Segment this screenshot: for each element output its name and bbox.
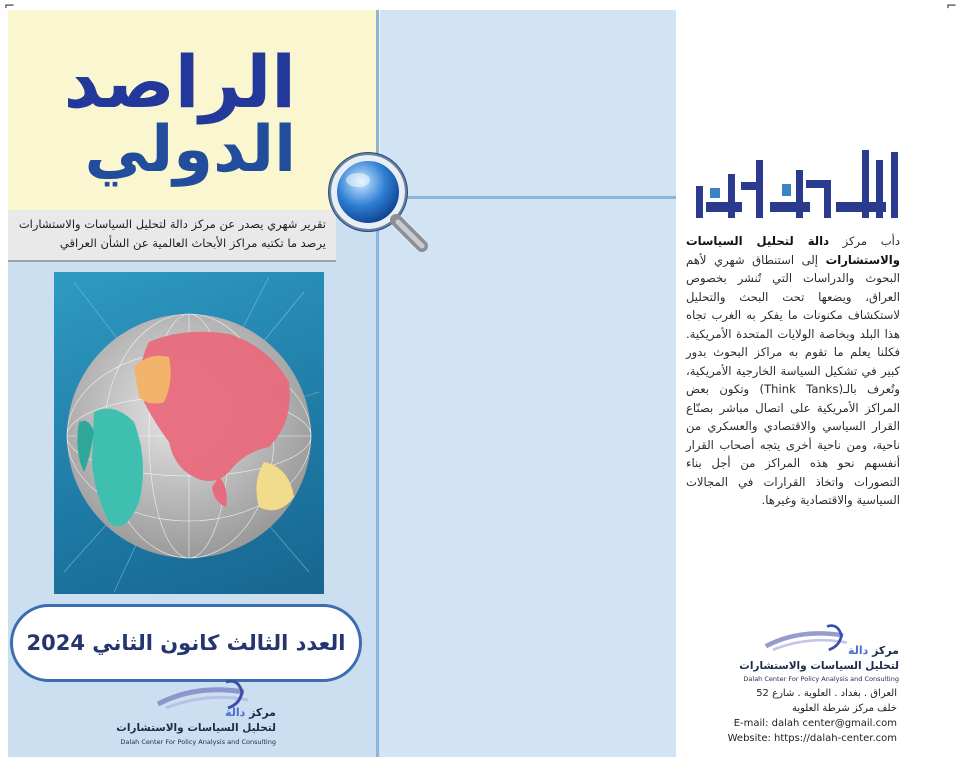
logo-center-word: مركز bbox=[249, 706, 276, 719]
address-line1: العراق . بغداد . العلوية . شارع 52 bbox=[756, 688, 897, 699]
intro-text bbox=[686, 232, 900, 510]
divider-vertical bbox=[376, 10, 379, 757]
email-text[interactable]: E-mail: dalah center@gmail.com bbox=[733, 718, 897, 729]
contact-logo-brand: دالة bbox=[848, 644, 869, 657]
cover-title-line1: الراصد bbox=[63, 40, 296, 124]
intro-lead: دأب مركز bbox=[842, 234, 900, 248]
contact-block bbox=[697, 686, 897, 746]
magnifier-icon bbox=[318, 142, 436, 260]
intro-page bbox=[676, 0, 973, 757]
globe-icon bbox=[54, 272, 324, 594]
address-line2: خلف مركز شرطة العلوية bbox=[791, 703, 897, 714]
contact-logo bbox=[739, 622, 899, 683]
website-link[interactable]: Website: https://dalah-center.com bbox=[727, 733, 897, 744]
cover-logo bbox=[116, 678, 276, 748]
crop-mark-icon: ⌐ bbox=[4, 0, 15, 14]
dalah-logo-icon bbox=[764, 622, 854, 656]
logo-tagline-ar: لتحليل السياسات والاستشارات bbox=[116, 722, 276, 734]
masthead-calligraphy-icon bbox=[686, 140, 901, 226]
logo-brand: دالة bbox=[225, 706, 246, 719]
globe-image bbox=[54, 272, 324, 594]
cover-title-line2: الدولي bbox=[84, 113, 296, 187]
cover-subtitle-line1: تقرير شهري يصدر عن مركز دالة لتحليل السياسات والاستشارات bbox=[18, 217, 326, 231]
contact-logo-tagline-en: Dalah Center For Policy Analysis and Consulting bbox=[743, 675, 899, 683]
logo-tagline-en: Dalah Center For Policy Analysis and Consulting bbox=[120, 738, 276, 746]
issue-label bbox=[10, 604, 362, 682]
intro-body: إلى استنطاق شهري لأهم البحوث والدراسات التي تُنشر بخصوص العراق، ويضعها تحت البحث والتحليل لاستكشاف مكنونات ما يفكر به الغرب تجاه هذا البلد وبخاصة الولايات المتحدة الأمريكية. فكلنا يعلم ما تقوم به مراكز البحوث بدور كبير في تشكيل السياسة الخارجية الأمريكية، وتُعرف بالـ(Think Tanks) وتكون بعض المراكز الأمريكية على اتصال مباشر بصنّاع القرار السياسي والاقتصادي والعسكري من ناحية، ومن ناحية أخرى يتجه أصحاب القرار أنفسهم نحو هذه المراكز من أجل بناء التصورات واتخاذ القرارات في المجالات السياسية والاقتصادية وغيرها. bbox=[686, 252, 901, 507]
contact-logo-center-word: مركز bbox=[872, 644, 899, 657]
cover-front bbox=[8, 10, 380, 757]
cover-subtitle bbox=[8, 210, 336, 262]
cover-back-blank bbox=[380, 10, 676, 757]
cover-subtitle-line2: يرصد ما تكتبه مراكز الأبحاث العالمية عن الشأن العراقي bbox=[59, 236, 326, 250]
contact-logo-tagline-ar: لتحليل السياسات والاستشارات bbox=[739, 660, 899, 672]
crop-mark-icon: ⌐ bbox=[946, 0, 957, 14]
issue-text: العدد الثالث كانون الثاني 2024 bbox=[26, 631, 346, 655]
intro-center-name: دالة لتحليل السياسات والاستشارات bbox=[686, 234, 900, 267]
